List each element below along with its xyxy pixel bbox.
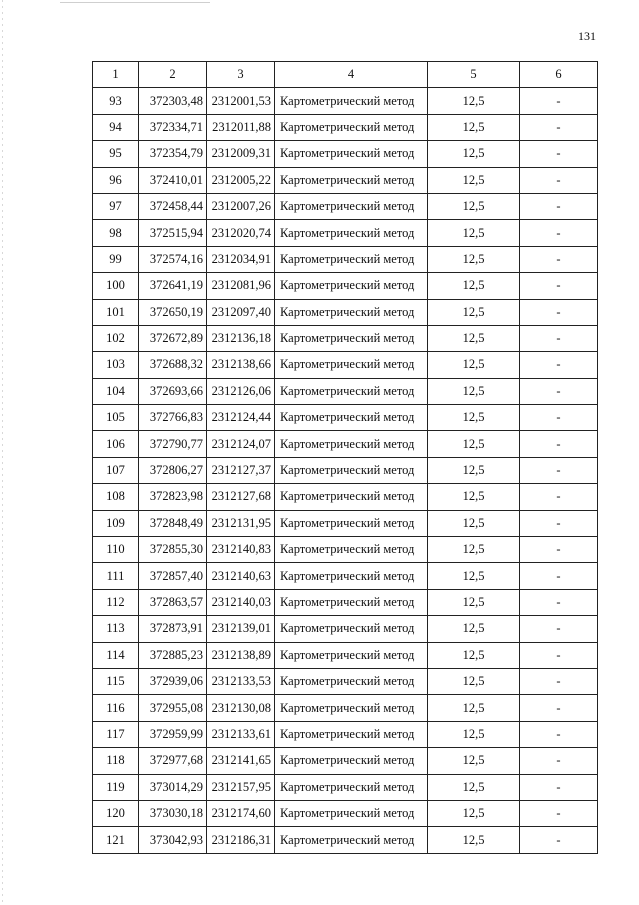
cell-x-coordinate: 372855,30 bbox=[139, 537, 207, 563]
cell-x-coordinate: 372693,66 bbox=[139, 378, 207, 404]
cell-method: Картометрический метод bbox=[275, 431, 428, 457]
cell-accuracy: 12,5 bbox=[428, 800, 520, 826]
cell-x-coordinate: 372857,40 bbox=[139, 563, 207, 589]
cell-x-coordinate: 372458,44 bbox=[139, 193, 207, 219]
cell-note: - bbox=[520, 748, 598, 774]
cell-accuracy: 12,5 bbox=[428, 273, 520, 299]
cell-accuracy: 12,5 bbox=[428, 457, 520, 483]
cell-note: - bbox=[520, 616, 598, 642]
cell-method: Картометрический метод bbox=[275, 167, 428, 193]
cell-point-number: 93 bbox=[93, 88, 139, 114]
cell-x-coordinate: 373014,29 bbox=[139, 774, 207, 800]
table-row bbox=[93, 774, 598, 800]
cell-note: - bbox=[520, 405, 598, 431]
cell-method: Картометрический метод bbox=[275, 800, 428, 826]
cell-note: - bbox=[520, 167, 598, 193]
cell-x-coordinate: 372515,94 bbox=[139, 220, 207, 246]
cell-method: Картометрический метод bbox=[275, 193, 428, 219]
table-row bbox=[93, 827, 598, 853]
cell-x-coordinate: 372955,08 bbox=[139, 695, 207, 721]
cell-accuracy: 12,5 bbox=[428, 695, 520, 721]
table-row bbox=[93, 378, 598, 404]
cell-y-coordinate: 2312140,03 bbox=[207, 589, 275, 615]
cell-point-number: 109 bbox=[93, 510, 139, 536]
cell-method: Картометрический метод bbox=[275, 141, 428, 167]
scan-edge-mark bbox=[2, 0, 3, 905]
cell-y-coordinate: 2312127,37 bbox=[207, 457, 275, 483]
cell-point-number: 121 bbox=[93, 827, 139, 853]
cell-note: - bbox=[520, 141, 598, 167]
cell-method: Картометрический метод bbox=[275, 642, 428, 668]
cell-y-coordinate: 2312124,44 bbox=[207, 405, 275, 431]
cell-method: Картометрический метод bbox=[275, 273, 428, 299]
cell-x-coordinate: 372650,19 bbox=[139, 299, 207, 325]
cell-note: - bbox=[520, 246, 598, 272]
cell-y-coordinate: 2312141,65 bbox=[207, 748, 275, 774]
cell-method: Картометрический метод bbox=[275, 378, 428, 404]
cell-accuracy: 12,5 bbox=[428, 431, 520, 457]
table-row bbox=[93, 246, 598, 272]
cell-point-number: 110 bbox=[93, 537, 139, 563]
cell-note: - bbox=[520, 695, 598, 721]
table-header-row bbox=[93, 62, 598, 88]
cell-method: Картометрический метод bbox=[275, 405, 428, 431]
cell-point-number: 120 bbox=[93, 800, 139, 826]
col-header-1: 1 bbox=[93, 62, 139, 88]
cell-method: Картометрический метод bbox=[275, 668, 428, 694]
cell-point-number: 101 bbox=[93, 299, 139, 325]
cell-x-coordinate: 372863,57 bbox=[139, 589, 207, 615]
cell-accuracy: 12,5 bbox=[428, 167, 520, 193]
table-row bbox=[93, 299, 598, 325]
cell-y-coordinate: 2312127,68 bbox=[207, 484, 275, 510]
cell-note: - bbox=[520, 563, 598, 589]
table-row bbox=[93, 695, 598, 721]
cell-y-coordinate: 2312020,74 bbox=[207, 220, 275, 246]
cell-point-number: 108 bbox=[93, 484, 139, 510]
cell-y-coordinate: 2312126,06 bbox=[207, 378, 275, 404]
cell-y-coordinate: 2312136,18 bbox=[207, 325, 275, 351]
cell-y-coordinate: 2312133,53 bbox=[207, 668, 275, 694]
cell-point-number: 105 bbox=[93, 405, 139, 431]
table-row bbox=[93, 457, 598, 483]
table-row bbox=[93, 537, 598, 563]
cell-point-number: 94 bbox=[93, 114, 139, 140]
cell-method: Картометрический метод bbox=[275, 457, 428, 483]
cell-point-number: 95 bbox=[93, 141, 139, 167]
cell-accuracy: 12,5 bbox=[428, 668, 520, 694]
cell-note: - bbox=[520, 88, 598, 114]
cell-method: Картометрический метод bbox=[275, 114, 428, 140]
cell-y-coordinate: 2312007,26 bbox=[207, 193, 275, 219]
table-row bbox=[93, 405, 598, 431]
cell-method: Картометрический метод bbox=[275, 352, 428, 378]
cell-note: - bbox=[520, 774, 598, 800]
cell-note: - bbox=[520, 537, 598, 563]
cell-point-number: 99 bbox=[93, 246, 139, 272]
cell-y-coordinate: 2312124,07 bbox=[207, 431, 275, 457]
cell-x-coordinate: 372688,32 bbox=[139, 352, 207, 378]
table-row bbox=[93, 114, 598, 140]
cell-method: Картометрический метод bbox=[275, 246, 428, 272]
table-row bbox=[93, 616, 598, 642]
cell-point-number: 100 bbox=[93, 273, 139, 299]
cell-point-number: 111 bbox=[93, 563, 139, 589]
cell-accuracy: 12,5 bbox=[428, 246, 520, 272]
cell-x-coordinate: 372939,06 bbox=[139, 668, 207, 694]
table-row bbox=[93, 668, 598, 694]
cell-method: Картометрический метод bbox=[275, 589, 428, 615]
cell-point-number: 97 bbox=[93, 193, 139, 219]
cell-x-coordinate: 372885,23 bbox=[139, 642, 207, 668]
cell-accuracy: 12,5 bbox=[428, 774, 520, 800]
cell-accuracy: 12,5 bbox=[428, 563, 520, 589]
cell-point-number: 107 bbox=[93, 457, 139, 483]
cell-note: - bbox=[520, 589, 598, 615]
cell-x-coordinate: 372303,48 bbox=[139, 88, 207, 114]
cell-y-coordinate: 2312131,95 bbox=[207, 510, 275, 536]
cell-method: Картометрический метод bbox=[275, 510, 428, 536]
cell-accuracy: 12,5 bbox=[428, 484, 520, 510]
cell-point-number: 119 bbox=[93, 774, 139, 800]
cell-y-coordinate: 2312140,63 bbox=[207, 563, 275, 589]
cell-x-coordinate: 373042,93 bbox=[139, 827, 207, 853]
cell-note: - bbox=[520, 114, 598, 140]
cell-method: Картометрический метод bbox=[275, 299, 428, 325]
cell-x-coordinate: 372354,79 bbox=[139, 141, 207, 167]
table-row bbox=[93, 220, 598, 246]
cell-y-coordinate: 2312138,66 bbox=[207, 352, 275, 378]
cell-accuracy: 12,5 bbox=[428, 589, 520, 615]
cell-y-coordinate: 2312009,31 bbox=[207, 141, 275, 167]
cell-method: Картометрический метод bbox=[275, 220, 428, 246]
cell-point-number: 98 bbox=[93, 220, 139, 246]
table-row bbox=[93, 88, 598, 114]
cell-point-number: 115 bbox=[93, 668, 139, 694]
cell-note: - bbox=[520, 193, 598, 219]
table-row bbox=[93, 484, 598, 510]
cell-note: - bbox=[520, 378, 598, 404]
cell-y-coordinate: 2312138,89 bbox=[207, 642, 275, 668]
cell-y-coordinate: 2312097,40 bbox=[207, 299, 275, 325]
cell-y-coordinate: 2312001,53 bbox=[207, 88, 275, 114]
cell-accuracy: 12,5 bbox=[428, 827, 520, 853]
page-number: 131 bbox=[578, 29, 596, 43]
cell-note: - bbox=[520, 721, 598, 747]
cell-x-coordinate: 372823,98 bbox=[139, 484, 207, 510]
cell-note: - bbox=[520, 800, 598, 826]
cell-accuracy: 12,5 bbox=[428, 721, 520, 747]
table-row bbox=[93, 642, 598, 668]
cell-x-coordinate: 372873,91 bbox=[139, 616, 207, 642]
cell-point-number: 104 bbox=[93, 378, 139, 404]
cell-note: - bbox=[520, 484, 598, 510]
cell-x-coordinate: 372977,68 bbox=[139, 748, 207, 774]
cell-method: Картометрический метод bbox=[275, 563, 428, 589]
cell-y-coordinate: 2312011,88 bbox=[207, 114, 275, 140]
cell-y-coordinate: 2312139,01 bbox=[207, 616, 275, 642]
cell-x-coordinate: 372806,27 bbox=[139, 457, 207, 483]
cell-accuracy: 12,5 bbox=[428, 352, 520, 378]
table-row bbox=[93, 141, 598, 167]
cell-note: - bbox=[520, 827, 598, 853]
col-header-3: 3 bbox=[207, 62, 275, 88]
cell-x-coordinate: 372959,99 bbox=[139, 721, 207, 747]
cell-point-number: 113 bbox=[93, 616, 139, 642]
col-header-6: 6 bbox=[520, 62, 598, 88]
cell-y-coordinate: 2312034,91 bbox=[207, 246, 275, 272]
cell-note: - bbox=[520, 273, 598, 299]
cell-accuracy: 12,5 bbox=[428, 114, 520, 140]
cell-x-coordinate: 372790,77 bbox=[139, 431, 207, 457]
cell-note: - bbox=[520, 325, 598, 351]
cell-note: - bbox=[520, 457, 598, 483]
cell-point-number: 96 bbox=[93, 167, 139, 193]
cell-accuracy: 12,5 bbox=[428, 510, 520, 536]
cell-accuracy: 12,5 bbox=[428, 405, 520, 431]
col-header-2: 2 bbox=[139, 62, 207, 88]
table-row bbox=[93, 167, 598, 193]
table-row bbox=[93, 510, 598, 536]
cell-note: - bbox=[520, 668, 598, 694]
cell-accuracy: 12,5 bbox=[428, 88, 520, 114]
cell-x-coordinate: 373030,18 bbox=[139, 800, 207, 826]
cell-note: - bbox=[520, 431, 598, 457]
cell-method: Картометрический метод bbox=[275, 484, 428, 510]
cell-y-coordinate: 2312157,95 bbox=[207, 774, 275, 800]
cell-point-number: 102 bbox=[93, 325, 139, 351]
table-row bbox=[93, 325, 598, 351]
cell-y-coordinate: 2312186,31 bbox=[207, 827, 275, 853]
cell-note: - bbox=[520, 299, 598, 325]
cell-x-coordinate: 372334,71 bbox=[139, 114, 207, 140]
cell-point-number: 118 bbox=[93, 748, 139, 774]
table-row bbox=[93, 721, 598, 747]
cell-y-coordinate: 2312140,83 bbox=[207, 537, 275, 563]
cell-accuracy: 12,5 bbox=[428, 299, 520, 325]
cell-method: Картометрический метод bbox=[275, 616, 428, 642]
cell-accuracy: 12,5 bbox=[428, 537, 520, 563]
cell-point-number: 116 bbox=[93, 695, 139, 721]
cell-y-coordinate: 2312005,22 bbox=[207, 167, 275, 193]
cell-note: - bbox=[520, 220, 598, 246]
cell-x-coordinate: 372766,83 bbox=[139, 405, 207, 431]
cell-accuracy: 12,5 bbox=[428, 748, 520, 774]
cell-x-coordinate: 372410,01 bbox=[139, 167, 207, 193]
table-body bbox=[93, 88, 598, 853]
cell-x-coordinate: 372672,89 bbox=[139, 325, 207, 351]
cell-accuracy: 12,5 bbox=[428, 616, 520, 642]
scan-top-mark bbox=[60, 2, 210, 3]
cell-point-number: 106 bbox=[93, 431, 139, 457]
table-row bbox=[93, 352, 598, 378]
cell-point-number: 103 bbox=[93, 352, 139, 378]
cell-y-coordinate: 2312133,61 bbox=[207, 721, 275, 747]
cell-method: Картометрический метод bbox=[275, 721, 428, 747]
cell-x-coordinate: 372641,19 bbox=[139, 273, 207, 299]
cell-accuracy: 12,5 bbox=[428, 325, 520, 351]
table-row bbox=[93, 563, 598, 589]
cell-y-coordinate: 2312081,96 bbox=[207, 273, 275, 299]
cell-point-number: 114 bbox=[93, 642, 139, 668]
cell-method: Картометрический метод bbox=[275, 537, 428, 563]
cell-accuracy: 12,5 bbox=[428, 193, 520, 219]
table-row bbox=[93, 589, 598, 615]
cell-method: Картометрический метод bbox=[275, 325, 428, 351]
table-row bbox=[93, 431, 598, 457]
table-row bbox=[93, 273, 598, 299]
cell-accuracy: 12,5 bbox=[428, 220, 520, 246]
cell-x-coordinate: 372848,49 bbox=[139, 510, 207, 536]
cell-point-number: 112 bbox=[93, 589, 139, 615]
cell-note: - bbox=[520, 352, 598, 378]
cell-method: Картометрический метод bbox=[275, 695, 428, 721]
cell-accuracy: 12,5 bbox=[428, 378, 520, 404]
table-row bbox=[93, 193, 598, 219]
cell-note: - bbox=[520, 642, 598, 668]
cell-method: Картометрический метод bbox=[275, 827, 428, 853]
col-header-4: 4 bbox=[275, 62, 428, 88]
cell-accuracy: 12,5 bbox=[428, 642, 520, 668]
cell-y-coordinate: 2312130,08 bbox=[207, 695, 275, 721]
cell-method: Картометрический метод bbox=[275, 748, 428, 774]
cell-x-coordinate: 372574,16 bbox=[139, 246, 207, 272]
cell-method: Картометрический метод bbox=[275, 774, 428, 800]
table-row bbox=[93, 748, 598, 774]
cell-y-coordinate: 2312174,60 bbox=[207, 800, 275, 826]
table-row bbox=[93, 800, 598, 826]
cell-accuracy: 12,5 bbox=[428, 141, 520, 167]
cell-method: Картометрический метод bbox=[275, 88, 428, 114]
cell-point-number: 117 bbox=[93, 721, 139, 747]
cell-note: - bbox=[520, 510, 598, 536]
coordinates-table bbox=[92, 61, 598, 854]
col-header-5: 5 bbox=[428, 62, 520, 88]
